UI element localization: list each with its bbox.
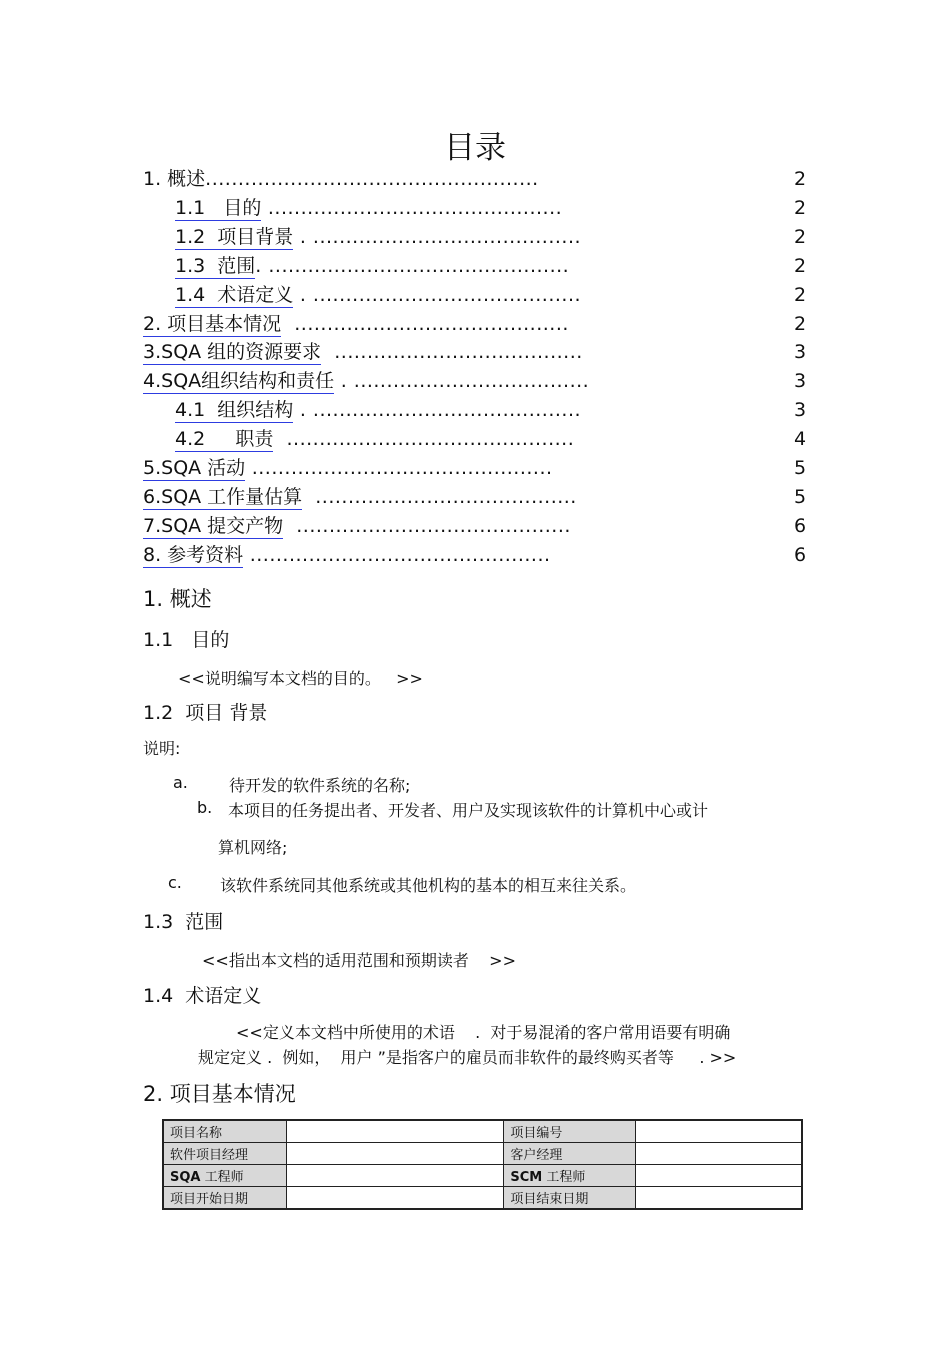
sqa-label-bold: SQA [170,1170,201,1185]
table-row [163,1165,802,1187]
toc-entry [143,167,807,191]
toc-entry[interactable] [175,225,807,249]
section-heading-1-4: 1.4 术语定义 [143,985,262,1007]
toc-entry-label[interactable]: 1.2 项目背景 [175,226,294,248]
toc-entry-label[interactable]: 4.1 组织结构 [175,399,294,421]
toc-entry-leader: . .............................................. [255,255,570,277]
toc-entry-leader: . .................................... [334,370,590,392]
toc-entry-label[interactable]: 4.2 职责 [175,428,274,450]
table-value-cell[interactable] [636,1165,802,1187]
list-item-b-continued: 算机网络; [218,838,288,857]
toc-entry-label[interactable]: 1.4 术语定义 [175,284,294,306]
table-label-cell [504,1165,636,1187]
list-marker-b: b. [197,798,213,817]
toc-entry[interactable] [143,369,807,393]
toc-entry-page-number: 2 [794,284,807,306]
toc-entry-label[interactable]: 1.1 目的 [175,197,262,219]
toc-entry[interactable] [175,398,807,422]
toc-entry-label: 1. 概述 [143,168,206,190]
toc-entry-label[interactable]: 3.SQA 组的资源要求 [143,341,322,363]
toc-entry-page-number: 2 [794,226,807,248]
toc-entry-page-number: 3 [794,399,807,421]
toc-entry-page-number: 2 [794,168,807,190]
toc-entry[interactable] [143,514,807,538]
toc-entry-page-number: 2 [794,313,807,335]
toc-entry-leader: .............................................. [245,457,553,479]
toc-entry-leader: .............................................. [243,544,551,566]
section-1-4-text-line2: 规定定义 . 例如， 用户 ”是指客户的雇员而非软件的最终购买者等 . >> [198,1048,737,1067]
table-label-cell: 项目开始日期 [163,1187,287,1210]
table-value-cell[interactable] [636,1187,802,1210]
toc-entry-label[interactable]: 1.3 范围 [175,255,256,277]
table-value-cell[interactable] [287,1143,504,1165]
table-label-cell: 项目结束日期 [504,1187,636,1210]
table-row [163,1120,802,1143]
toc-entry-page-number: 6 [794,544,807,566]
project-info-table [162,1119,803,1210]
toc-entry-leader: . ......................................... [293,226,582,248]
toc-entry[interactable] [175,283,807,307]
section-heading-1-1: 1.1 目的 [143,629,230,651]
toc-entry[interactable] [175,427,807,451]
toc-entry[interactable] [175,254,807,278]
toc-entry-leader: ............................................. [261,197,563,219]
toc-entry[interactable] [143,485,807,509]
toc-entry-label[interactable]: 6.SQA 工作量估算 [143,486,303,508]
toc-entry-label[interactable]: 8. 参考资料 [143,544,244,566]
toc-entry-leader: ...................................... [321,341,583,363]
section-1-3-text: <<指出本文档的适用范围和预期读者 >> [202,951,516,970]
toc-entry-leader: .......................................... [281,313,569,335]
toc-entry-leader: . ......................................... [293,284,582,306]
toc-title: 目录 [444,130,506,166]
section-1-4-text-line1: <<定义本文档中所使用的术语 . 对于易混淆的客户常用语要有明确 [236,1023,731,1042]
sqa-label-rest: 工程师 [200,1170,244,1185]
list-marker-a: a. [173,773,188,792]
table-value-cell[interactable] [287,1120,504,1143]
table-row [163,1187,802,1210]
list-item-b: 本项目的任务提出者、开发者、用户及实现该软件的计算机中心或计 [228,801,709,820]
table-value-cell[interactable] [287,1165,504,1187]
scm-label-rest: 工程师 [542,1170,586,1185]
list-marker-c: c. [168,873,182,892]
toc-entry-page-number: 3 [794,370,807,392]
list-item-a: 待开发的软件系统的名称; [229,776,411,795]
toc-entry-leader: . ......................................... [293,399,582,421]
table-label-cell: 项目名称 [163,1120,287,1143]
table-value-cell[interactable] [636,1120,802,1143]
toc-entry-leader: ........................................ [302,486,577,508]
toc-entry[interactable] [143,456,807,480]
toc-entry-page-number: 5 [794,457,807,479]
table-label-cell [163,1165,287,1187]
table-label-cell: 客户经理 [504,1143,636,1165]
toc-entry-page-number: 3 [794,341,807,363]
toc-entry-page-number: 2 [794,197,807,219]
toc-entry-page-number: 6 [794,515,807,537]
toc-entry-leader: ............................................ [273,428,575,450]
toc-entry[interactable] [143,312,807,336]
section-1-2-intro: 说明: [143,739,181,758]
toc-entry-label[interactable]: 7.SQA 提交产物 [143,515,284,537]
toc-entry[interactable] [175,196,807,220]
table-row [163,1143,802,1165]
toc-entry-page-number: 2 [794,255,807,277]
toc-entry[interactable] [143,340,807,364]
section-heading-2: 2. 项目基本情况 [143,1082,296,1106]
table-value-cell[interactable] [636,1143,802,1165]
table-value-cell[interactable] [287,1187,504,1210]
toc-entry-label[interactable]: 2. 项目基本情况 [143,313,282,335]
section-heading-1-3: 1.3 范围 [143,911,224,933]
toc-entry-page-number: 5 [794,486,807,508]
section-heading-1: 1. 概述 [143,587,212,611]
toc-entry-leader: ................................................... [205,168,539,190]
table-label-cell: 项目编号 [504,1120,636,1143]
section-heading-1-2: 1.2 项目 背景 [143,702,268,724]
section-1-1-text: <<说明编写本文档的目的。 >> [178,669,423,688]
toc-entry-label[interactable]: 5.SQA 活动 [143,457,246,479]
table-label-cell: 软件项目经理 [163,1143,287,1165]
toc-entry[interactable] [143,543,807,567]
toc-entry-leader: .......................................... [283,515,571,537]
scm-label-bold: SCM [510,1170,543,1185]
toc-entry-label[interactable]: 4.SQA组织结构和责任 [143,370,335,392]
list-item-c: 该软件系统同其他系统或其他机构的基本的相互来往关系。 [220,876,637,895]
toc-entry-page-number: 4 [794,428,807,450]
